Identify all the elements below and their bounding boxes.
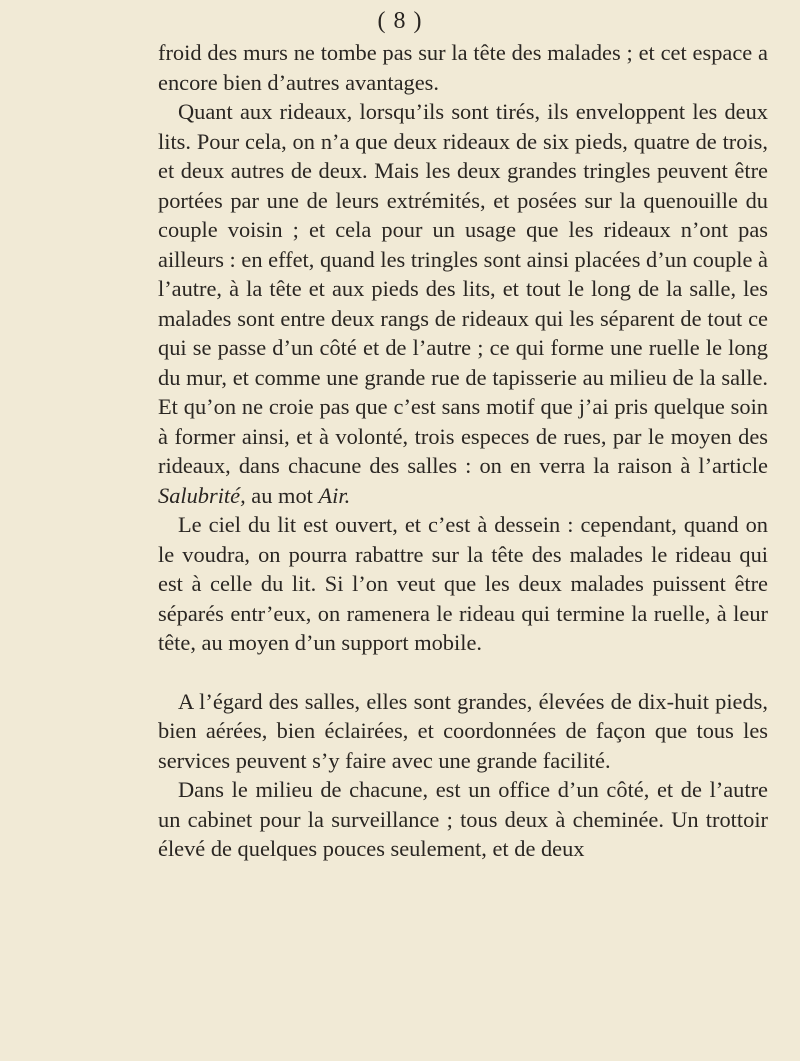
air-term: Air.: [318, 482, 351, 508]
paragraph-4: A l’égard des salles, elles sont grandes, élevées de dix-huit pieds, bien aérées, bien éclairées, et coordonnées de façon que tous les services peuvent s’y faire avec une grande facilité.: [158, 688, 768, 773]
page-number: ( 8 ): [377, 8, 423, 34]
paragraph-2-text: Quant aux rideaux, lorsqu’ils sont tirés, ils enveloppent les deux lits. Pour cela, on n’a que deux rideaux de six pieds, quatre de trois, et deux autres de deux. Mais les deux grandes tringles peuvent être portées par une de leurs extrémités, et posées sur la quenouille du couple voisin ; et cela pour un usage que les rideaux n’ont pas ailleurs : en effet, quand les tringles sont ainsi placées d’un couple à l’autre, à la tête et aux pieds des lits, et tout le long de la salle, les malades sont entre deux rangs de rideaux qui les séparent de tout ce qui se passe d’un côté et de l’autre ; ce qui forme une ruelle le long du mur, et comme une grande rue de tapisserie au milieu de la salle. Et qu’on ne croie pas que c’est sans motif que j’ai pris quelque soin à former ainsi, et à volonté, trois especes de rues, par le moyen des rideaux, dans chacune des salles : on en verra la raison à l’article: [158, 99, 768, 478]
paragraph-2-text-continued: au mot: [245, 482, 319, 508]
paragraph-1: froid des murs ne tombe pas sur la tête des malades ; et cet espace a encore bien d’autres avantages.: [158, 40, 768, 95]
paragraph-5: Dans le milieu de chacune, est un office d’un côté, et de l’autre un cabinet pour la surveillance ; tous deux à cheminée. Un trottoir élevé de quelques pouces seulement, et de deux: [158, 777, 768, 861]
body-text: [158, 38, 768, 864]
salubrite-term: Salubrité,: [158, 482, 246, 508]
paragraph-2: [158, 97, 768, 510]
paragraph-3: Le ciel du lit est ouvert, et c’est à dessein : cependant, quand on le voudra, on pourra rabattre sur la tête des malades le rideau qui est à celle du lit. Si l’on veut que les deux malades puissent être séparés entr’eux, on ramenera le rideau qui termine la ruelle, à leur tête, au moyen d’un support mobile.: [158, 512, 768, 655]
